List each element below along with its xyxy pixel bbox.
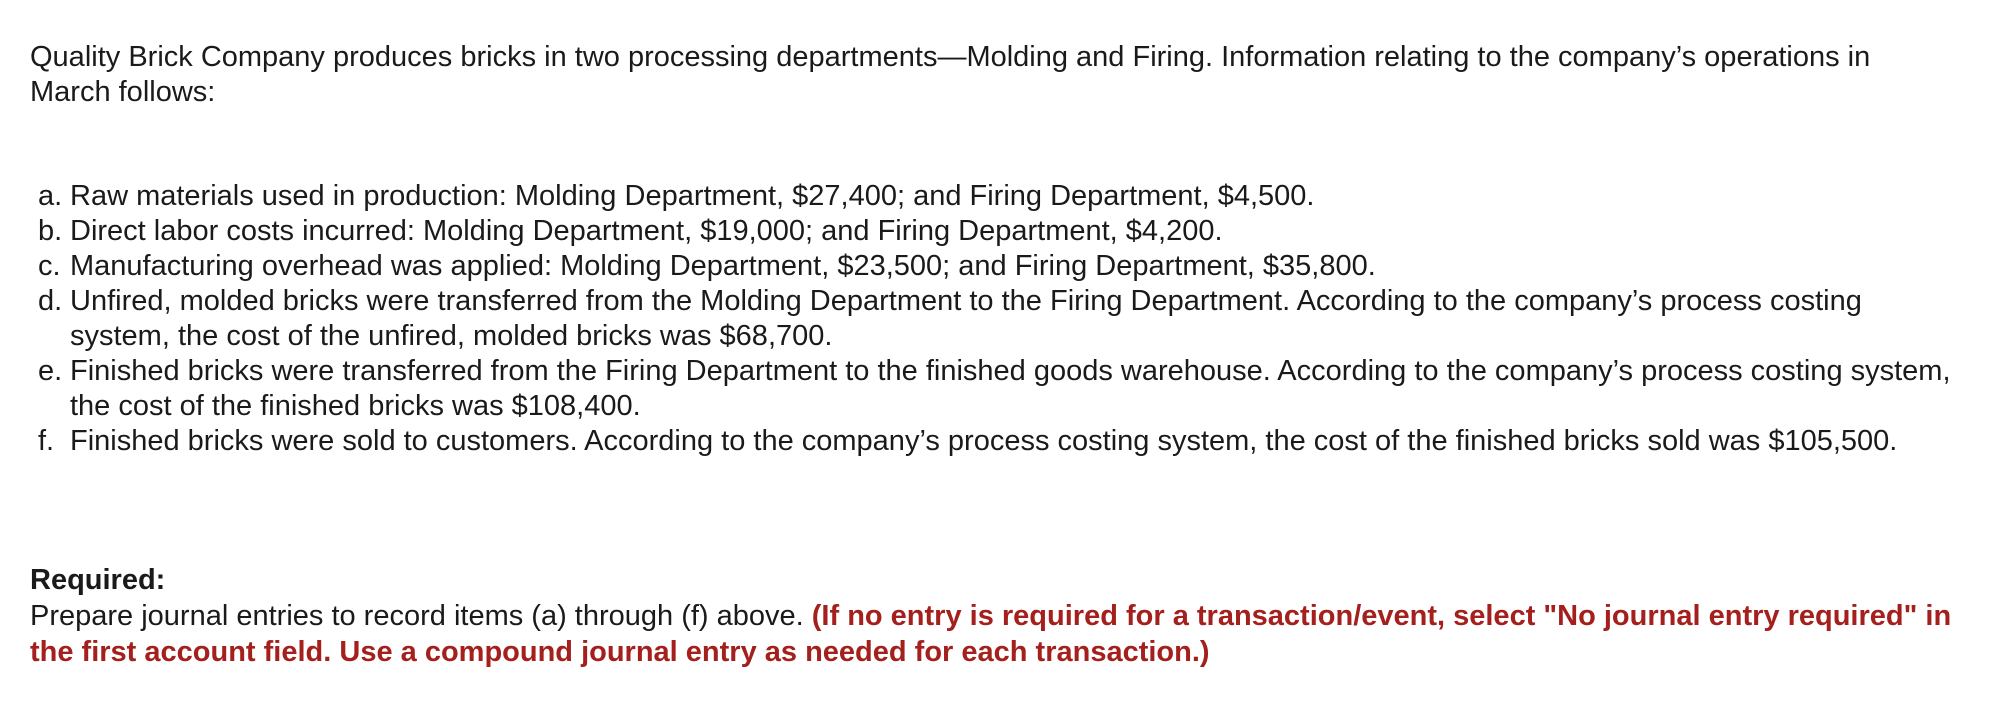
transaction-item-e bbox=[30, 354, 1960, 424]
required-heading: Required: bbox=[30, 564, 166, 596]
intro-paragraph: Quality Brick Company produces bricks in two processing departments—Molding and Firing. Information relating to the company’s operations in March follows: bbox=[30, 41, 1871, 108]
transaction-item-d bbox=[30, 284, 1960, 354]
item-text: Unfired, molded bricks were transferred from the Molding Department to the Firing Department. According to the company’s process costing system, the cost of the unfired, molded bricks was $68,700. bbox=[70, 285, 1862, 352]
item-marker: b. bbox=[38, 215, 63, 247]
required-instruction: (If no entry is required for a transaction/event, select "No journal entry required" in the first account field. Use a compound journal entry as needed for each transaction.) bbox=[30, 600, 1952, 668]
transaction-item-a bbox=[30, 179, 1960, 214]
item-marker: c. bbox=[38, 250, 61, 282]
transaction-list bbox=[30, 179, 1960, 459]
transaction-item-f bbox=[30, 424, 1960, 459]
transaction-item-c bbox=[30, 249, 1960, 284]
item-marker: f. bbox=[38, 425, 55, 457]
item-text: Manufacturing overhead was applied: Molding Department, $23,500; and Firing Department, $35,800. bbox=[70, 250, 1376, 282]
item-text: Finished bricks were transferred from the Firing Department to the finished goods warehouse. According to the company’s process costing system, the cost of the finished bricks was $108,400. bbox=[70, 355, 1951, 422]
item-text: Direct labor costs incurred: Molding Department, $19,000; and Firing Department, $4,200. bbox=[70, 215, 1223, 247]
item-marker: a. bbox=[38, 180, 63, 212]
required-prompt: Prepare journal entries to record items (a) through (f) above. bbox=[30, 600, 812, 632]
item-text: Finished bricks were sold to customers. According to the company’s process costing system, the cost of the finished bricks sold was $105,500. bbox=[70, 425, 1898, 457]
item-text: Raw materials used in production: Molding Department, $27,400; and Firing Department, $4,500. bbox=[70, 180, 1315, 212]
item-marker: d. bbox=[38, 285, 63, 317]
item-marker: e. bbox=[38, 355, 63, 387]
required-section bbox=[30, 562, 1960, 670]
transaction-item-b bbox=[30, 214, 1960, 249]
